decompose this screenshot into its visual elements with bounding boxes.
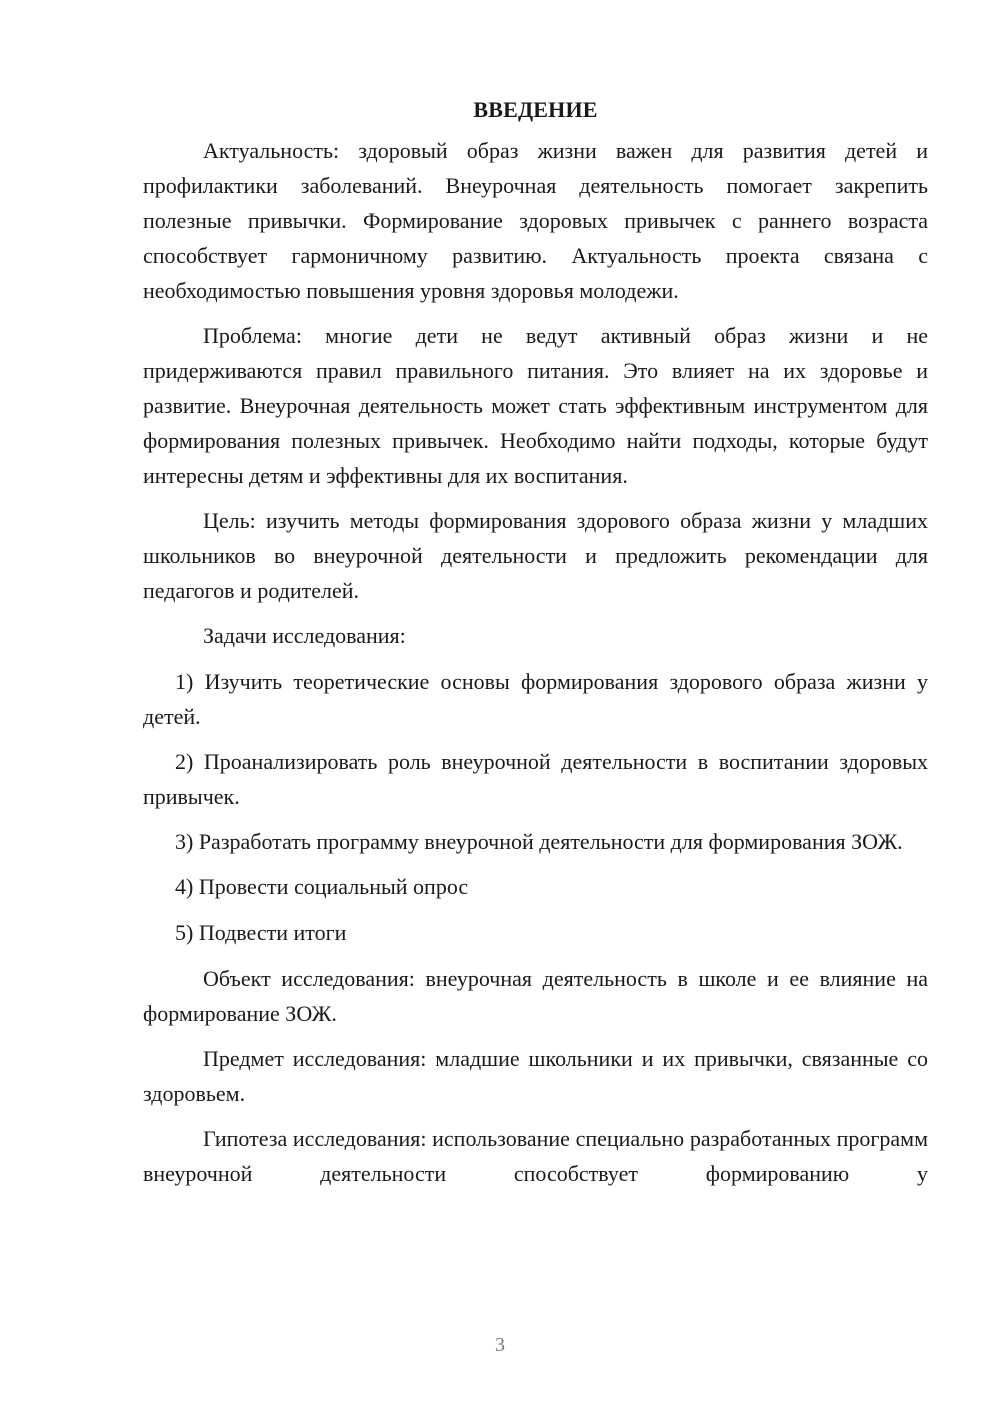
- task-item-3: 3) Разработать программу внеурочной деятельности для формирования ЗОЖ.: [175, 829, 903, 854]
- paragraph-relevance: Актуальность: здоровый образ жизни важен для развития детей и профилактики заболеваний. Внеурочная деятельность помогает закрепить полезные привычки. Формирование здоровых привычек с раннего возраста способствует гармоничному развитию. Актуальность проекта связана с необходимостью повышения уровня здоровья молодежи.: [143, 138, 928, 303]
- paragraph-object: Объект исследования: внеурочная деятельность в школе и ее влияние на формирование ЗОЖ.: [143, 966, 928, 1026]
- paragraph-subject: Предмет исследования: младшие школьники и их привычки, связанные со здоровьем.: [143, 1046, 928, 1106]
- task-item-4: 4) Провести социальный опрос: [175, 874, 469, 899]
- document-page: [143, 92, 928, 1201]
- paragraph-hypothesis: Гипотеза исследования: использование специально разработанных программ внеурочной деятельности способствует формированию у: [143, 1126, 928, 1186]
- page-number: 3: [495, 1334, 505, 1356]
- task-item-5: 5) Подвести итоги: [175, 920, 347, 945]
- section-heading: ВВЕДЕНИЕ: [473, 97, 598, 122]
- task-item-2: 2) Проанализировать роль внеурочной деятельности в воспитании здоровых привычек.: [143, 749, 928, 809]
- paragraph-problem: Проблема: многие дети не ведут активный образ жизни и не придерживаются правил правильного питания. Это влияет на их здоровье и развитие. Внеурочная деятельность может стать эффективным инструментом для формирования полезных привычек. Необходимо найти подходы, которые будут интересны детям и эффективны для их воспитания.: [143, 323, 928, 488]
- paragraph-goal: Цель: изучить методы формирования здорового образа жизни у младших школьников во внеурочной деятельности и предложить рекомендации для педагогов и родителей.: [143, 508, 928, 603]
- paragraph-tasks-intro: Задачи исследования:: [203, 623, 406, 648]
- task-item-1: 1) Изучить теоретические основы формирования здорового образа жизни у детей.: [143, 669, 928, 729]
